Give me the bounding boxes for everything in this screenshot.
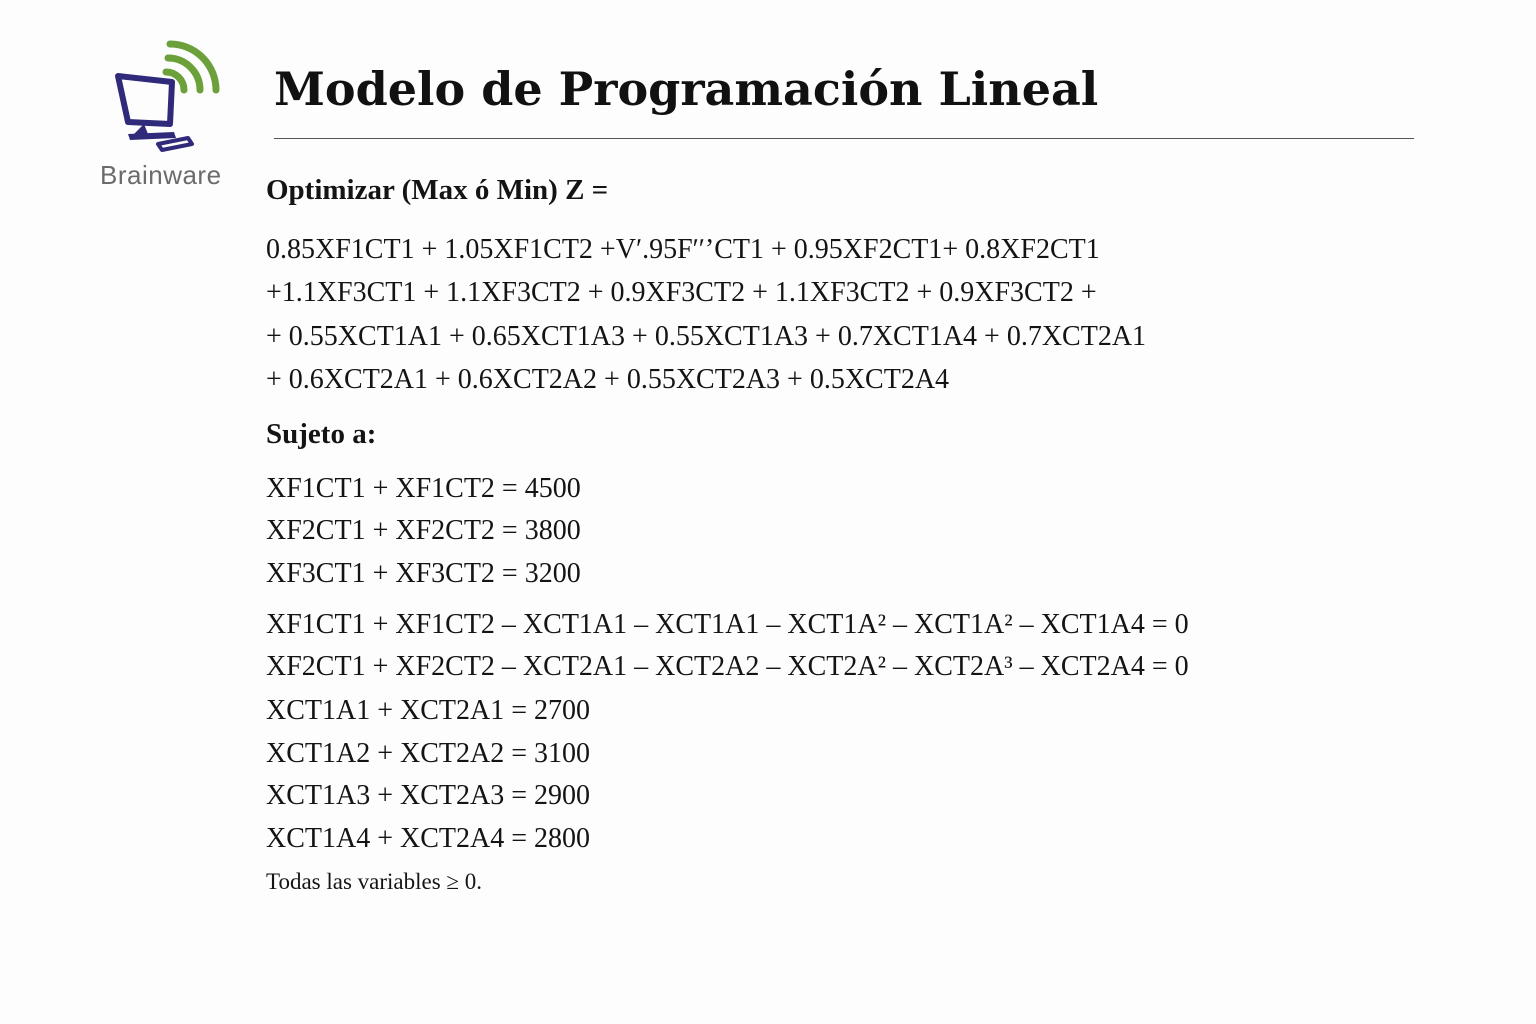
page-title: Modelo de Programación Lineal xyxy=(274,62,1099,116)
constraint-supply-f1: XF1CT1 + XF1CT2 = 4500 xyxy=(266,473,581,504)
computer-wifi-icon xyxy=(114,38,234,158)
objective-label: Optimizar (Max ó Min) Z = xyxy=(266,174,609,206)
constraints-label: Sujeto a: xyxy=(266,418,377,450)
objective-line-4: + 0.6XCT2A1 + 0.6XCT2A2 + 0.55XCT2A3 + 0.5XCT2A4 xyxy=(266,364,950,395)
brainware-logo xyxy=(96,38,246,198)
objective-line-1: 0.85XF1CT1 + 1.05XF1CT2 +Vʹ.95Fʹʹ’CT1 + 0.95XF2CT1+ 0.8XF2CT1 xyxy=(266,234,1100,265)
objective-line-2: +1.1XF3CT1 + 1.1XF3CT2 + 0.9XF3CT2 + 1.1XF3CT2 + 0.9XF3CT2 + xyxy=(266,277,1097,308)
brand-name: Brainware xyxy=(100,160,222,190)
constraint-balance-ct1: XF1CT1 + XF1CT2 – XCT1A1 – XCT1A1 – XCT1A² – XCT1A² – XCT1A4 = 0 xyxy=(266,609,1189,640)
constraint-supply-f3: XF3CT1 + XF3CT2 = 3200 xyxy=(266,558,581,589)
nonnegativity-note: Todas las variables ≥ 0. xyxy=(266,869,483,894)
constraint-demand-a2: XCT1A2 + XCT2A2 = 3100 xyxy=(266,738,591,769)
constraint-demand-a4: XCT1A4 + XCT2A4 = 2800 xyxy=(266,823,591,854)
constraint-supply-f2: XF2CT1 + XF2CT2 = 3800 xyxy=(266,515,581,546)
title-divider xyxy=(274,138,1414,139)
objective-line-3: + 0.55XCT1A1 + 0.65XCT1A3 + 0.55XCT1A3 + 0.7XCT1A4 + 0.7XCT2A1 xyxy=(266,321,1147,352)
constraint-demand-a1: XCT1A1 + XCT2A1 = 2700 xyxy=(266,695,591,726)
constraint-balance-ct2: XF2CT1 + XF2CT2 – XCT2A1 – XCT2A2 – XCT2A² – XCT2A³ – XCT2A4 = 0 xyxy=(266,651,1189,682)
constraint-demand-a3: XCT1A3 + XCT2A3 = 2900 xyxy=(266,780,591,811)
